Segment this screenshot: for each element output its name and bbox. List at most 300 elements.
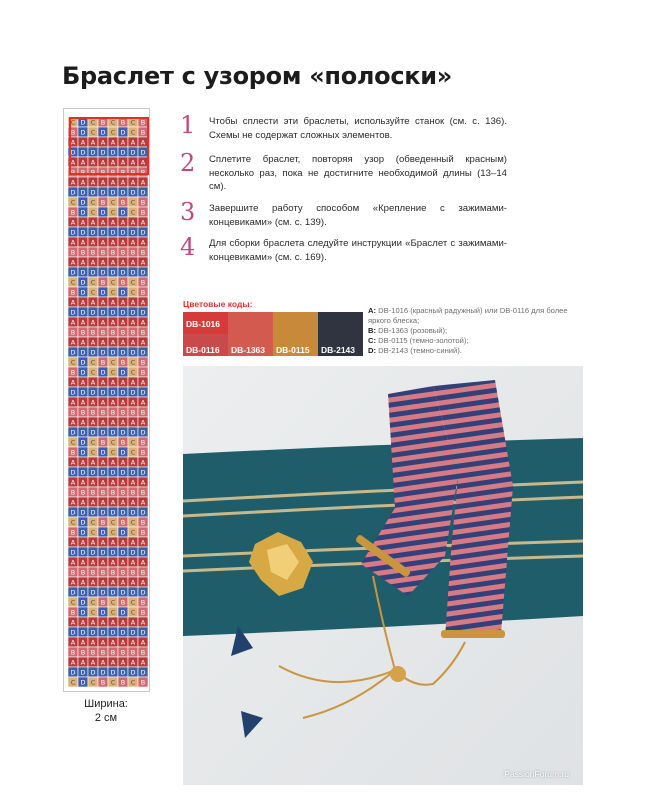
chart-cell-letter: D	[130, 508, 136, 517]
chart-cell-letter: C	[70, 118, 76, 127]
chart-cell-letter: A	[80, 258, 86, 267]
chart-cell-letter: D	[140, 428, 146, 437]
chart-cell-letter: A	[110, 178, 116, 187]
chart-cell-letter: B	[140, 358, 146, 367]
chart-cell-letter: D	[90, 668, 96, 677]
chart-cell-letter: C	[130, 128, 136, 137]
chart-cell-letter: A	[80, 638, 86, 647]
chart-cell-letter: A	[70, 618, 76, 627]
chart-cell-letter: B	[70, 408, 76, 417]
chart-cell-letter: B	[100, 248, 106, 257]
chart-cell-letter: B	[80, 568, 86, 577]
chart-cell-letter: B	[100, 488, 106, 497]
chart-cell-letter: A	[110, 218, 116, 227]
chart-cell-letter: B	[140, 118, 146, 127]
chart-cell-letter: B	[110, 488, 116, 497]
swatch-label: DB-2143	[321, 345, 356, 355]
step-2	[180, 150, 510, 194]
chart-cell-letter: B	[140, 328, 146, 337]
chart-cell-letter: B	[110, 328, 116, 337]
chart-cell-letter: D	[80, 588, 86, 597]
chart-cell-letter: D	[70, 268, 76, 277]
chart-cell-letter: D	[80, 428, 86, 437]
chart-cell-letter: A	[70, 258, 76, 267]
chart-cell-letter: D	[110, 268, 116, 277]
chart-cell-letter: D	[80, 198, 86, 207]
chart-cell-letter: B	[130, 248, 136, 257]
chart-cell-letter: D	[110, 628, 116, 637]
chart-cell-letter: C	[90, 198, 96, 207]
bracelet-illustration	[183, 366, 583, 785]
chart-cell-letter: D	[120, 388, 126, 397]
chart-cell-letter: A	[90, 178, 96, 187]
chart-cell-letter: D	[100, 528, 106, 537]
chart-cell-letter: B	[70, 448, 76, 457]
chart-cell-letter: D	[80, 608, 86, 617]
chart-cell-letter: B	[70, 168, 76, 177]
chart-cell-letter: A	[100, 418, 106, 427]
chart-cell-letter: A	[90, 418, 96, 427]
chart-cell-letter: D	[70, 308, 76, 317]
legend-item: C: DB-0115 (темно-золотой);	[368, 336, 469, 345]
chart-cell-letter: A	[90, 618, 96, 627]
chart-cell-letter: D	[120, 188, 126, 197]
chart-cell-letter: D	[120, 368, 126, 377]
chart-cell-letter: B	[70, 488, 76, 497]
chart-cell-letter: D	[70, 388, 76, 397]
chart-cell-letter: A	[130, 658, 136, 667]
chart-cell-letter: B	[140, 448, 146, 457]
chart-cell-letter: A	[130, 238, 136, 247]
chart-cell-letter: A	[70, 318, 76, 327]
chart-cell-letter: A	[90, 658, 96, 667]
chart-cell-letter: D	[70, 348, 76, 357]
legend-item: A: DB-1016 (красный радужный) или DB-0116 для более яркого блеска;	[368, 306, 568, 325]
chart-cell-letter: B	[70, 568, 76, 577]
chart-cell-letter: A	[80, 398, 86, 407]
chart-cell-letter: D	[100, 368, 106, 377]
chart-cell-letter: B	[140, 408, 146, 417]
chart-cell-letter: D	[120, 228, 126, 237]
chart-cell-letter: D	[80, 208, 86, 217]
chart-cell-letter: D	[100, 128, 106, 137]
chart-cell-letter: C	[130, 528, 136, 537]
chart-cell-letter: A	[110, 578, 116, 587]
chart-cell-letter: B	[90, 248, 96, 257]
chart-cell-letter: B	[140, 598, 146, 607]
chart-cell-letter: A	[100, 258, 106, 267]
chart-cell-letter: B	[130, 408, 136, 417]
chart-cell-letter: A	[90, 578, 96, 587]
chart-cell-letter: A	[130, 538, 136, 547]
chart-cell-letter: C	[90, 678, 96, 687]
chart-cell-letter: A	[120, 418, 126, 427]
chart-cell-letter: D	[140, 588, 146, 597]
chart-cell-letter: D	[140, 548, 146, 557]
chart-cell-letter: A	[90, 318, 96, 327]
chart-cell-letter: B	[70, 648, 76, 657]
chart-cell-letter: A	[80, 178, 86, 187]
chart-cell-letter: C	[130, 208, 136, 217]
chart-cell-letter: D	[120, 628, 126, 637]
chart-cell-letter: B	[130, 328, 136, 337]
chart-cell-letter: C	[90, 528, 96, 537]
width-label-line1: Ширина:	[84, 698, 128, 710]
chart-cell-letter: D	[70, 628, 76, 637]
step-text: Чтобы сплести эти браслеты, используйте станок (см. с. 136). Схемы не содержат сложных элементов.	[209, 116, 507, 141]
pattern-chart	[63, 108, 150, 692]
chart-cell-letter: A	[80, 158, 86, 167]
chart-cell-letter: D	[80, 668, 86, 677]
chart-cell-letter: B	[120, 518, 126, 527]
chart-cell-letter: B	[100, 518, 106, 527]
chart-cell-letter: A	[130, 178, 136, 187]
chart-cell-letter: A	[140, 478, 146, 487]
chart-cell-letter: A	[100, 398, 106, 407]
chart-cell-letter: B	[110, 168, 116, 177]
chart-cell-letter: A	[120, 618, 126, 627]
chart-cell-letter: A	[120, 378, 126, 387]
chart-cell-letter: A	[130, 458, 136, 467]
swatch-label: DB-1363	[231, 345, 266, 355]
chart-cell-letter: D	[90, 588, 96, 597]
chart-cell-letter: C	[110, 118, 116, 127]
chart-cell-letter: A	[110, 478, 116, 487]
chart-cell-letter: D	[100, 268, 106, 277]
chart-cell-letter: A	[100, 318, 106, 327]
chart-cell-letter: A	[90, 398, 96, 407]
chart-cell-letter: C	[110, 598, 116, 607]
chart-cell-letter: A	[100, 638, 106, 647]
chart-cell-letter: A	[100, 578, 106, 587]
chart-cell-letter: C	[70, 438, 76, 447]
chart-cell-letter: D	[120, 428, 126, 437]
chart-cell-letter: A	[140, 418, 146, 427]
chart-cell-letter: C	[90, 448, 96, 457]
chart-cell-letter: A	[120, 218, 126, 227]
chart-cell-letter: A	[130, 578, 136, 587]
chart-cell-letter: B	[120, 248, 126, 257]
chart-cell-letter: A	[120, 398, 126, 407]
chart-cell-letter: A	[140, 178, 146, 187]
chart-cell-letter: B	[110, 648, 116, 657]
chart-cell-letter: D	[110, 548, 116, 557]
chart-cell-letter: D	[130, 188, 136, 197]
chart-cell-letter: D	[100, 388, 106, 397]
chart-cell-letter: D	[90, 268, 96, 277]
chart-cell-letter: C	[110, 448, 116, 457]
chart-cell-letter: A	[70, 398, 76, 407]
chart-cell-letter: B	[120, 358, 126, 367]
chart-cell-letter: A	[110, 158, 116, 167]
chart-cell-letter: B	[140, 438, 146, 447]
color-codes-title: Цветовые коды:	[183, 299, 253, 309]
chart-cell-letter: C	[90, 118, 96, 127]
chart-cell-letter: B	[70, 608, 76, 617]
chart-cell-letter: A	[70, 238, 76, 247]
chart-cell-letter: D	[110, 428, 116, 437]
chart-cell-letter: C	[90, 608, 96, 617]
chart-cell-letter: D	[110, 508, 116, 517]
chart-cell-letter: B	[100, 598, 106, 607]
chart-cell-letter: C	[130, 358, 136, 367]
chart-cell-letter: C	[70, 518, 76, 527]
chart-cell-letter: A	[140, 158, 146, 167]
chart-cell-letter: B	[140, 568, 146, 577]
chart-cell-letter: A	[80, 218, 86, 227]
chart-cell-letter: A	[110, 378, 116, 387]
chart-cell-letter: A	[130, 318, 136, 327]
chart-cell-letter: B	[100, 328, 106, 337]
chart-cell-letter: D	[80, 348, 86, 357]
chart-cell-letter: A	[140, 258, 146, 267]
chart-cell-letter: B	[120, 648, 126, 657]
chart-cell-letter: A	[90, 478, 96, 487]
chart-cell-letter: D	[130, 308, 136, 317]
chart-cell-letter: A	[70, 658, 76, 667]
chart-cell-letter: A	[90, 498, 96, 507]
chart-cell-letter: A	[70, 138, 76, 147]
chart-cell-letter: B	[140, 278, 146, 287]
chart-cell-letter: A	[70, 218, 76, 227]
chart-cell-letter: D	[130, 668, 136, 677]
chart-cell-letter: D	[80, 188, 86, 197]
chart-cell-letter: A	[80, 538, 86, 547]
chart-cell-letter: A	[110, 338, 116, 347]
chart-cell-letter: A	[120, 158, 126, 167]
chart-cell-letter: D	[90, 468, 96, 477]
chart-cell-letter: B	[100, 438, 106, 447]
chart-cell-letter: D	[100, 188, 106, 197]
chart-cell-letter: C	[90, 438, 96, 447]
step-number: 1	[180, 111, 196, 139]
chart-cell-letter: A	[90, 558, 96, 567]
chart-cell-letter: D	[110, 668, 116, 677]
chart-cell-letter: D	[80, 268, 86, 277]
chart-cell-letter: D	[100, 628, 106, 637]
chart-cell-letter: B	[120, 168, 126, 177]
chart-cell-letter: A	[110, 318, 116, 327]
step-3	[180, 199, 510, 229]
chart-cell-letter: B	[140, 198, 146, 207]
chart-cell-letter: A	[130, 378, 136, 387]
chart-cell-letter: B	[140, 128, 146, 137]
chart-cell-letter: D	[120, 588, 126, 597]
chart-cell-letter: B	[80, 408, 86, 417]
chart-cell-letter: A	[130, 478, 136, 487]
chart-cell-letter: D	[90, 628, 96, 637]
step-text: Завершите работу способом «Крепление с зажимами-концевиками» (см. с. 139).	[209, 203, 507, 228]
chart-cell-letter: B	[100, 358, 106, 367]
chart-cell-letter: D	[140, 188, 146, 197]
page-title: Браслет с узором «полоски»	[62, 62, 452, 90]
chart-cell-letter: D	[140, 508, 146, 517]
chart-cell-letter: C	[90, 208, 96, 217]
step-text: Сплетите браслет, повторяя узор (обведенный красным) несколько раз, пока не достигните необходимой длины (13–14 см).	[209, 154, 507, 192]
chart-cell-letter: D	[110, 228, 116, 237]
chart-cell-letter: A	[130, 398, 136, 407]
chart-cell-letter: D	[80, 628, 86, 637]
chart-cell-letter: D	[120, 348, 126, 357]
chart-cell-letter: D	[130, 348, 136, 357]
chart-cell-letter: D	[100, 148, 106, 157]
chart-cell-letter: D	[120, 548, 126, 557]
chart-cell-letter: A	[110, 458, 116, 467]
chart-cell-letter: D	[130, 428, 136, 437]
chart-cell-letter: D	[90, 548, 96, 557]
chart-cell-letter: D	[130, 148, 136, 157]
chart-cell-letter: B	[140, 168, 146, 177]
chart-cell-letter: A	[70, 418, 76, 427]
chart-cell-letter: B	[100, 648, 106, 657]
chart-cell-letter: D	[110, 468, 116, 477]
chart-cell-letter: D	[80, 548, 86, 557]
chart-cell-letter: B	[70, 288, 76, 297]
chart-cell-letter: D	[110, 308, 116, 317]
chart-cell-letter: A	[140, 378, 146, 387]
chart-cell-letter: A	[120, 138, 126, 147]
chart-cell-letter: D	[110, 148, 116, 157]
chart-cell-letter: D	[90, 348, 96, 357]
chart-cell-letter: A	[130, 298, 136, 307]
chart-cell-letter: A	[120, 338, 126, 347]
chart-cell-letter: C	[130, 278, 136, 287]
chart-cell-letter: D	[120, 668, 126, 677]
chart-cell-letter: B	[70, 368, 76, 377]
chart-cell-letter: A	[70, 158, 76, 167]
chart-cell-letter: A	[90, 458, 96, 467]
chart-cell-letter: D	[100, 208, 106, 217]
chart-cell-letter: D	[100, 508, 106, 517]
chart-cell-letter: A	[130, 338, 136, 347]
chart-cell-letter: D	[100, 548, 106, 557]
chart-cell-letter: A	[90, 158, 96, 167]
chart-cell-letter: A	[70, 558, 76, 567]
chart-cell-letter: A	[120, 538, 126, 547]
chart-cell-letter: C	[90, 598, 96, 607]
chart-cell-letter: A	[140, 138, 146, 147]
chart-cell-letter: A	[70, 178, 76, 187]
chart-cell-letter: A	[120, 238, 126, 247]
chart-cell-letter: D	[100, 228, 106, 237]
chart-cell-letter: A	[130, 618, 136, 627]
chart-cell-letter: D	[80, 118, 86, 127]
chart-cell-letter: C	[130, 288, 136, 297]
chart-cell-letter: C	[70, 278, 76, 287]
chart-cell-letter: B	[100, 278, 106, 287]
bracelet-photo	[183, 366, 583, 785]
pattern-chart-grid	[64, 109, 150, 692]
chart-cell-letter: B	[140, 518, 146, 527]
chart-cell-letter: B	[120, 118, 126, 127]
chart-cell-letter: A	[130, 258, 136, 267]
chart-cell-letter: D	[120, 508, 126, 517]
chart-cell-letter: A	[100, 558, 106, 567]
chart-cell-letter: D	[100, 608, 106, 617]
chart-cell-letter: A	[90, 238, 96, 247]
chart-cell-letter: C	[110, 358, 116, 367]
chart-cell-letter: D	[80, 468, 86, 477]
chart-cell-letter: A	[110, 138, 116, 147]
chart-cell-letter: C	[90, 358, 96, 367]
chart-cell-letter: D	[70, 548, 76, 557]
chart-cell-letter: A	[70, 338, 76, 347]
chart-cell-letter: B	[110, 568, 116, 577]
chart-cell-letter: D	[70, 428, 76, 437]
legend-item: B: DB-1363 (розовый);	[368, 326, 448, 335]
chart-cell-letter: D	[120, 208, 126, 217]
chart-cell-letter: D	[100, 468, 106, 477]
chart-cell-letter: A	[120, 298, 126, 307]
chart-cell-letter: A	[100, 618, 106, 627]
chart-cell-letter: A	[100, 298, 106, 307]
chart-cell-letter: D	[70, 588, 76, 597]
swatch-db-0115	[273, 312, 318, 356]
chart-cell-letter: A	[120, 638, 126, 647]
chart-cell-letter: A	[120, 318, 126, 327]
chart-cell-letter: D	[90, 428, 96, 437]
chart-cell-letter: C	[70, 358, 76, 367]
chart-cell-letter: D	[120, 528, 126, 537]
chart-cell-letter: A	[80, 478, 86, 487]
chart-cell-letter: C	[70, 198, 76, 207]
chart-cell-letter: D	[110, 588, 116, 597]
chart-cell-letter: C	[90, 278, 96, 287]
chart-cell-letter: B	[90, 328, 96, 337]
chart-cell-letter: B	[120, 328, 126, 337]
chart-cell-letter: A	[130, 158, 136, 167]
chart-cell-letter: C	[130, 438, 136, 447]
chart-cell-letter: B	[80, 248, 86, 257]
chart-cell-letter: A	[110, 618, 116, 627]
chart-cell-letter: C	[110, 278, 116, 287]
step-text: Для сборки браслета следуйте инструкции «Браслет с зажимами-концевиками» (см. с. 169).	[209, 238, 507, 263]
chart-cell-letter: D	[70, 468, 76, 477]
chart-cell-letter: D	[90, 308, 96, 317]
chart-cell-letter: B	[70, 328, 76, 337]
chart-cell-letter: B	[110, 408, 116, 417]
chart-cell-letter: B	[140, 678, 146, 687]
chart-cell-letter: A	[80, 618, 86, 627]
chart-cell-letter: A	[130, 138, 136, 147]
chart-cell-letter: D	[80, 518, 86, 527]
chart-cell-letter: A	[100, 658, 106, 667]
chart-cell-letter: D	[80, 368, 86, 377]
chart-cell-letter: A	[80, 498, 86, 507]
chart-cell-letter: D	[80, 448, 86, 457]
chart-cell-letter: A	[110, 538, 116, 547]
step-1	[180, 112, 510, 142]
chart-cell-letter: C	[90, 128, 96, 137]
chart-cell-letter: A	[100, 238, 106, 247]
chart-cell-letter: A	[80, 338, 86, 347]
chart-cell-letter: A	[140, 498, 146, 507]
chart-cell-letter: D	[130, 388, 136, 397]
chart-cell-letter: A	[80, 558, 86, 567]
chart-cell-letter: B	[120, 198, 126, 207]
chart-cell-letter: C	[130, 118, 136, 127]
chart-cell-letter: B	[70, 248, 76, 257]
chart-cell-letter: A	[130, 638, 136, 647]
chart-cell-letter: C	[110, 528, 116, 537]
chart-cell-letter: B	[70, 208, 76, 217]
chart-cell-letter: C	[110, 678, 116, 687]
chart-cell-letter: A	[140, 578, 146, 587]
chart-cell-letter: C	[130, 678, 136, 687]
chart-cell-letter: A	[80, 298, 86, 307]
chart-cell-letter: A	[110, 638, 116, 647]
chart-cell-letter: C	[90, 518, 96, 527]
